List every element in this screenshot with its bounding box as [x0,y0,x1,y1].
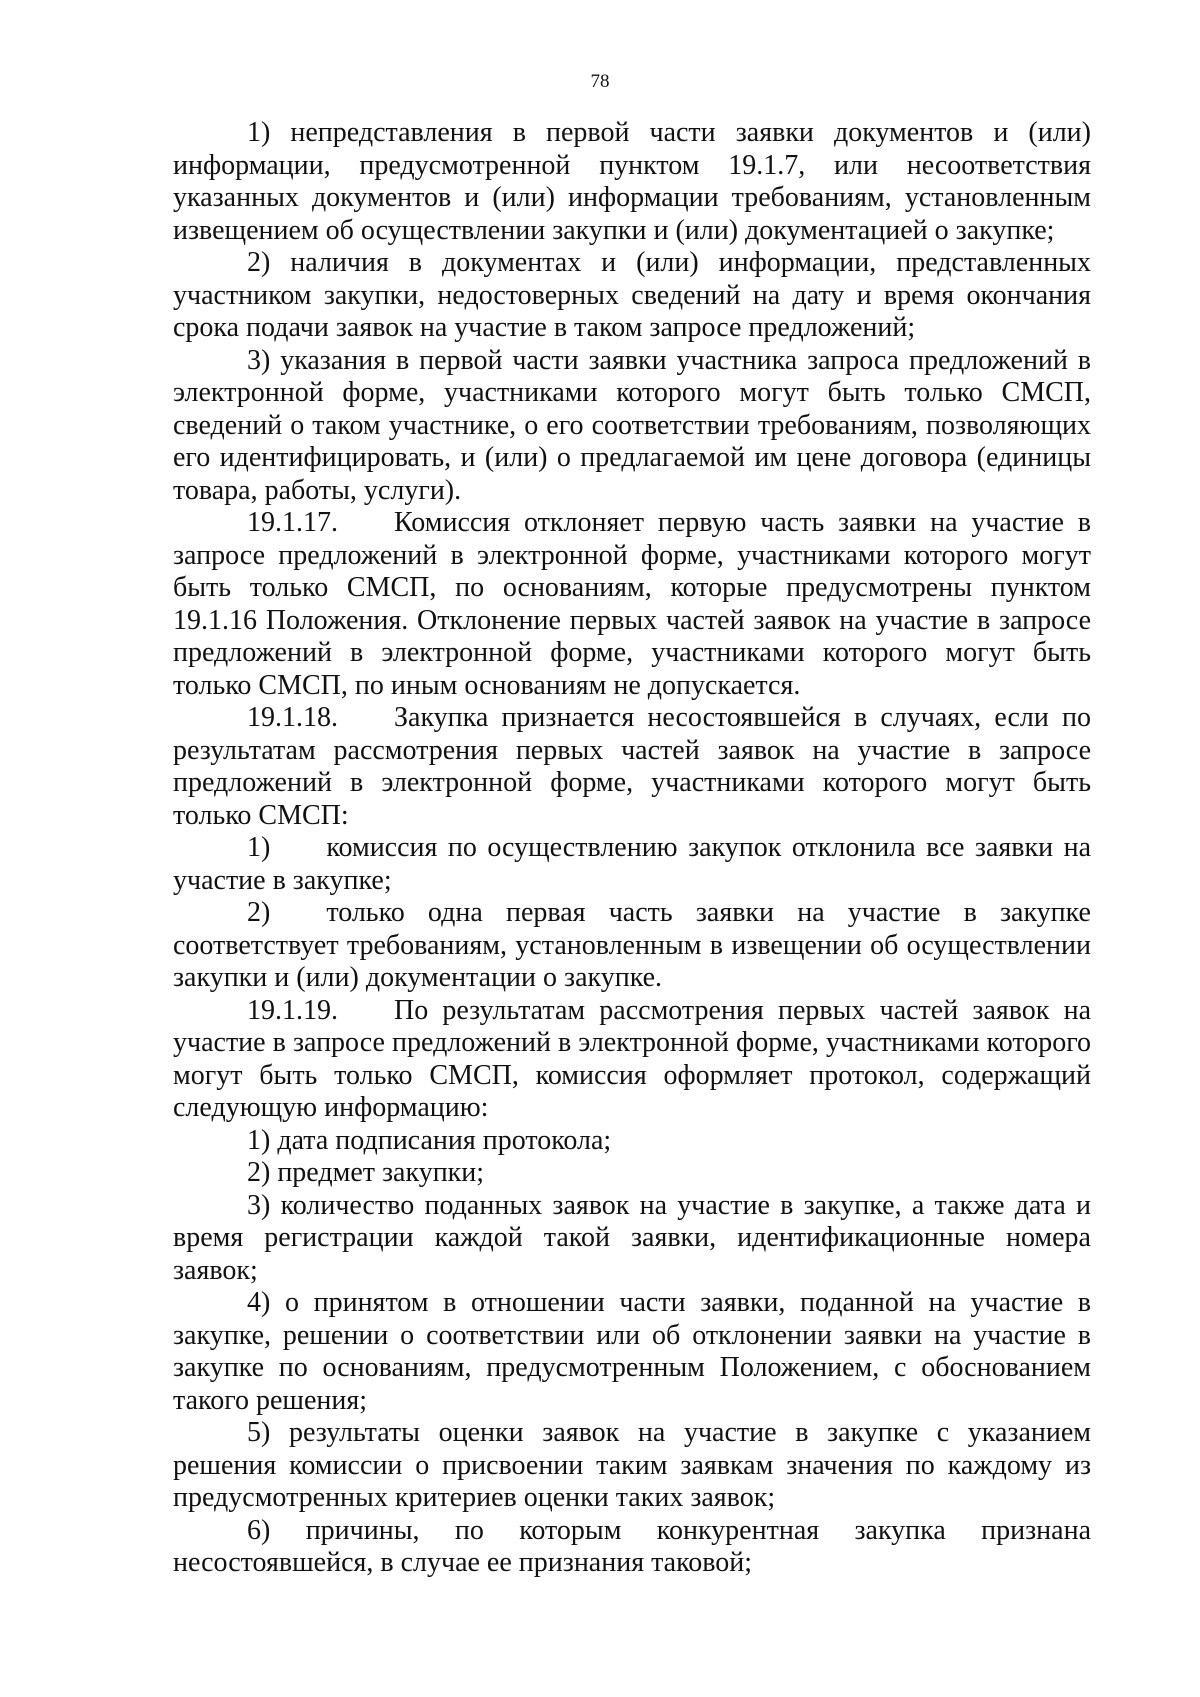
paragraph: 19.1.19. По результатам рассмотрения первых частей заявок на участие в запросе предложений в электронной форме, участниками которого могут быть только СМСП, комиссия оформляет протокол, содержащий следующую информацию: [173,994,1091,1123]
paragraph: 5) результаты оценки заявок на участие в закупке с указанием решения комиссии о присвоении таким заявкам значения по каждому из предусмотренных критериев оценки таких заявок; [173,1417,1091,1513]
paragraph: 2) предмет закупки; [247,1157,485,1188]
paragraph: 19.1.18. Закупка признается несостоявшейся в случаях, если по результатам рассмотрения первых частей заявок на участие в запросе предложений в электронной форме, участниками которого могут быть только СМСП: [173,702,1091,831]
paragraph: 1) непредставления в первой части заявки документов и (или) информации, предусмотренной пунктом 19.1.7, или несоответствия указанных документов и (или) информации требованиям, установленным извещением об осуществлении закупки и (или) документацией о закупке; [173,117,1091,246]
paragraph: 19.1.17. Комиссия отклоняет первую часть заявки на участие в запросе предложений в электронной форме, участниками которого могут быть только СМСП, по основаниям, которые предусмотрены пунктом 19.1.16 Положения. Отклонение первых частей заявок на участие в запросе предложений в электронной форме, участниками которого могут быть только СМСП, по иным основаниям не допускается. [173,507,1091,701]
document-body [173,117,1091,1580]
page-number: 78 [590,71,610,92]
paragraph: 2) наличия в документах и (или) информации, представленных участником закупки, недостоверных сведений на дату и время окончания срока подачи заявок на участие в таком запросе предложений; [173,247,1091,343]
paragraph: 3) количество поданных заявок на участие в закупке, а также дата и время регистрации каждой такой заявки, идентификационные номера заявок; [173,1189,1091,1286]
paragraph: 2) только одна первая часть заявки на участие в закупке соответствует требованиям, установленным в извещении об осуществлении закупки и (или) документации о закупке. [173,897,1091,993]
paragraph: 6) причины, по которым конкурентная закупка признана несостоявшейся, в случае ее признания таковой; [173,1514,1091,1578]
paragraph: 3) указания в первой части заявки участника запроса предложений в электронной форме, участниками которого могут быть только СМСП, сведений о таком участнике, о его соответствии требованиям, позволяющих его идентифицировать, и (или) о предлагаемой им цене договора (единицы товара, работы, услуги). [173,344,1091,506]
paragraph: 1) дата подписания протокола; [247,1124,612,1156]
paragraph: 4) о принятом в отношении части заявки, поданной на участие в закупке, решении о соответствии или об отклонении заявки на участие в закупке по основаниям, предусмотренным Положением, с обоснованием такого решения; [173,1287,1091,1416]
paragraph: 1) комиссия по осуществлению закупок отклонила все заявки на участие в закупке; [173,832,1091,896]
